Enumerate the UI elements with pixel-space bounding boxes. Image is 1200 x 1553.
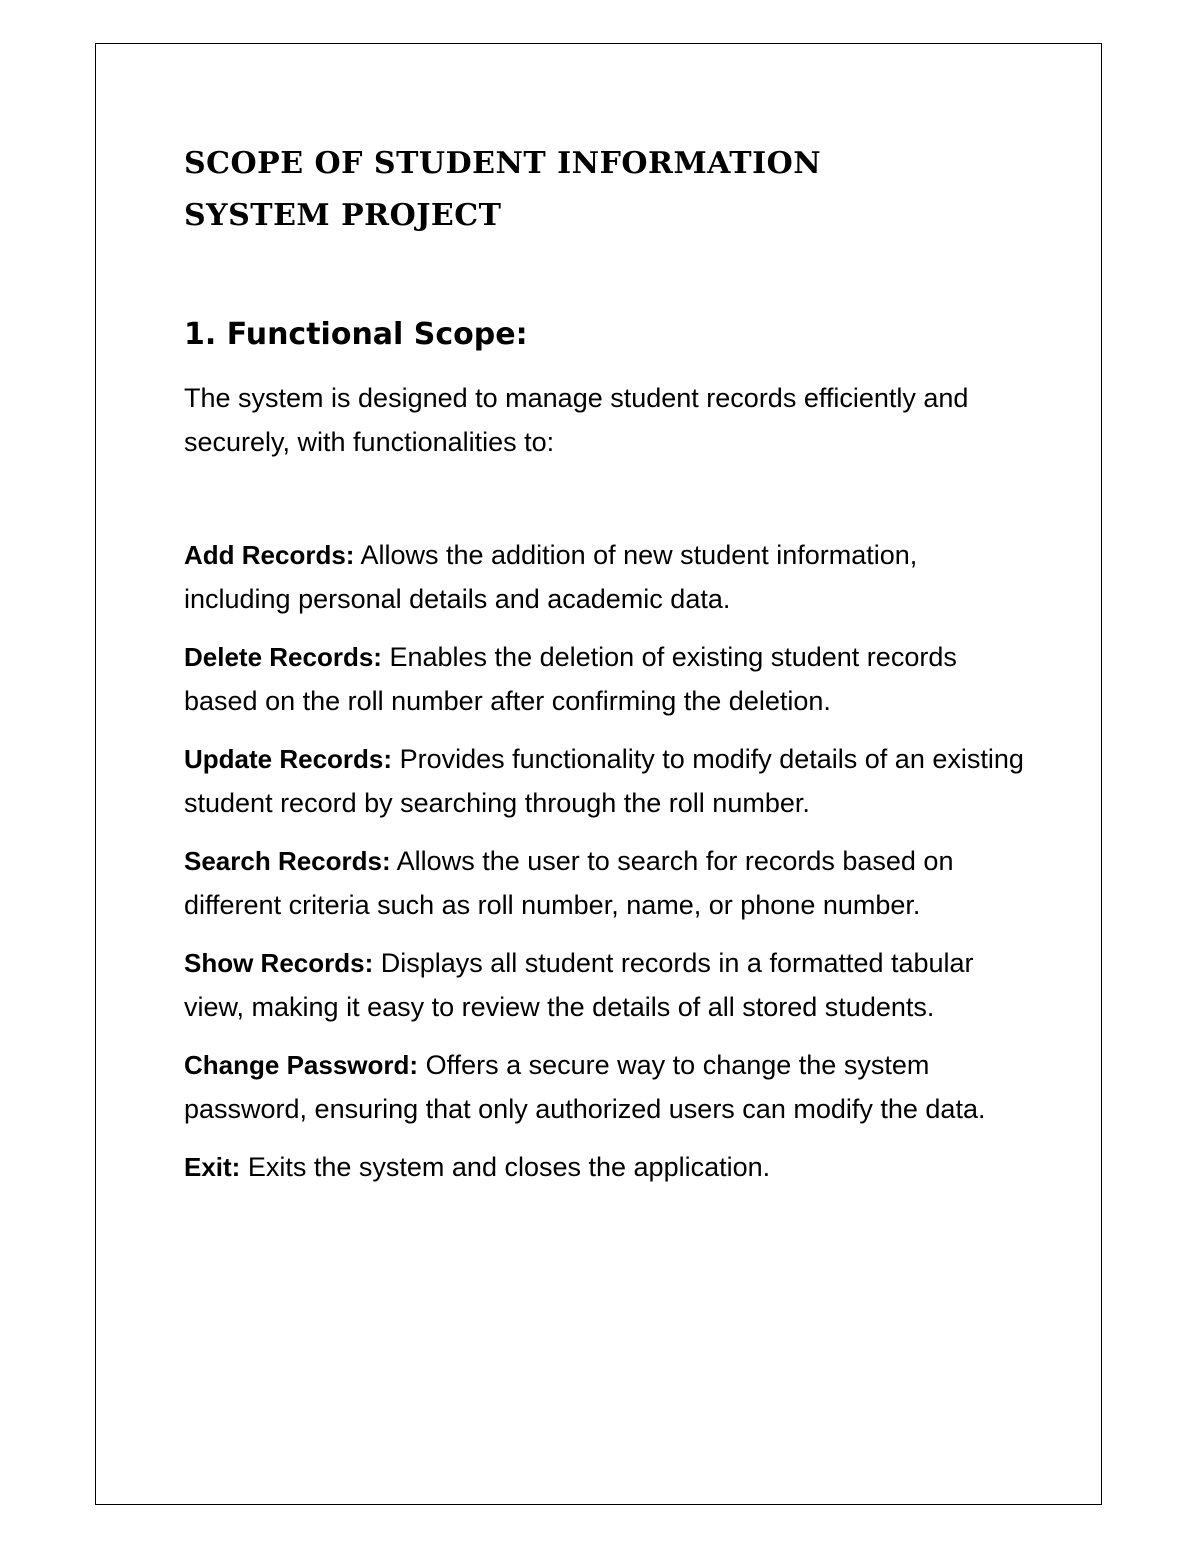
feature-description: Offers a secure way to change the system password, ensuring that only authorized users can modify the data.	[184, 1050, 986, 1124]
document-title: SCOPE OF STUDENT INFORMATION SYSTEM PROJECT	[184, 146, 822, 233]
intro-paragraph: The system is designed to manage student records efficiently and securely, with functionalities to:	[184, 383, 969, 457]
feature-description: Allows the user to search for records based on different criteria such as roll number, name, or phone number.	[184, 846, 954, 920]
feature-name: Exit:	[184, 1152, 241, 1182]
feature-name: Show Records:	[184, 948, 374, 978]
feature-description: Allows the addition of new student information, including personal details and academic data.	[184, 540, 918, 614]
feature-name: Add Records:	[184, 540, 355, 570]
feature-name: Change Password:	[184, 1050, 419, 1080]
feature-change-password	[184, 1043, 1029, 1131]
feature-description: Exits the system and closes the application.	[247, 1152, 771, 1182]
feature-show-records	[184, 941, 1029, 1029]
feature-add-records	[184, 533, 1029, 621]
feature-description: Enables the deletion of existing student records based on the roll number after confirming the deletion.	[184, 642, 957, 716]
feature-search-records	[184, 839, 1029, 927]
feature-delete-records	[184, 635, 1029, 723]
feature-update-records	[184, 737, 1029, 825]
feature-name: Search Records:	[184, 846, 391, 876]
feature-name: Update Records:	[184, 744, 393, 774]
feature-exit	[184, 1145, 1029, 1189]
section-heading: 1. Functional Scope:	[184, 317, 528, 352]
feature-list	[184, 533, 1029, 1203]
feature-description: Provides functionality to modify details of an existing student record by searching through the roll number.	[184, 744, 1024, 818]
feature-description: Displays all student records in a formatted tabular view, making it easy to review the details of all stored students.	[184, 948, 974, 1022]
feature-name: Delete Records:	[184, 642, 382, 672]
